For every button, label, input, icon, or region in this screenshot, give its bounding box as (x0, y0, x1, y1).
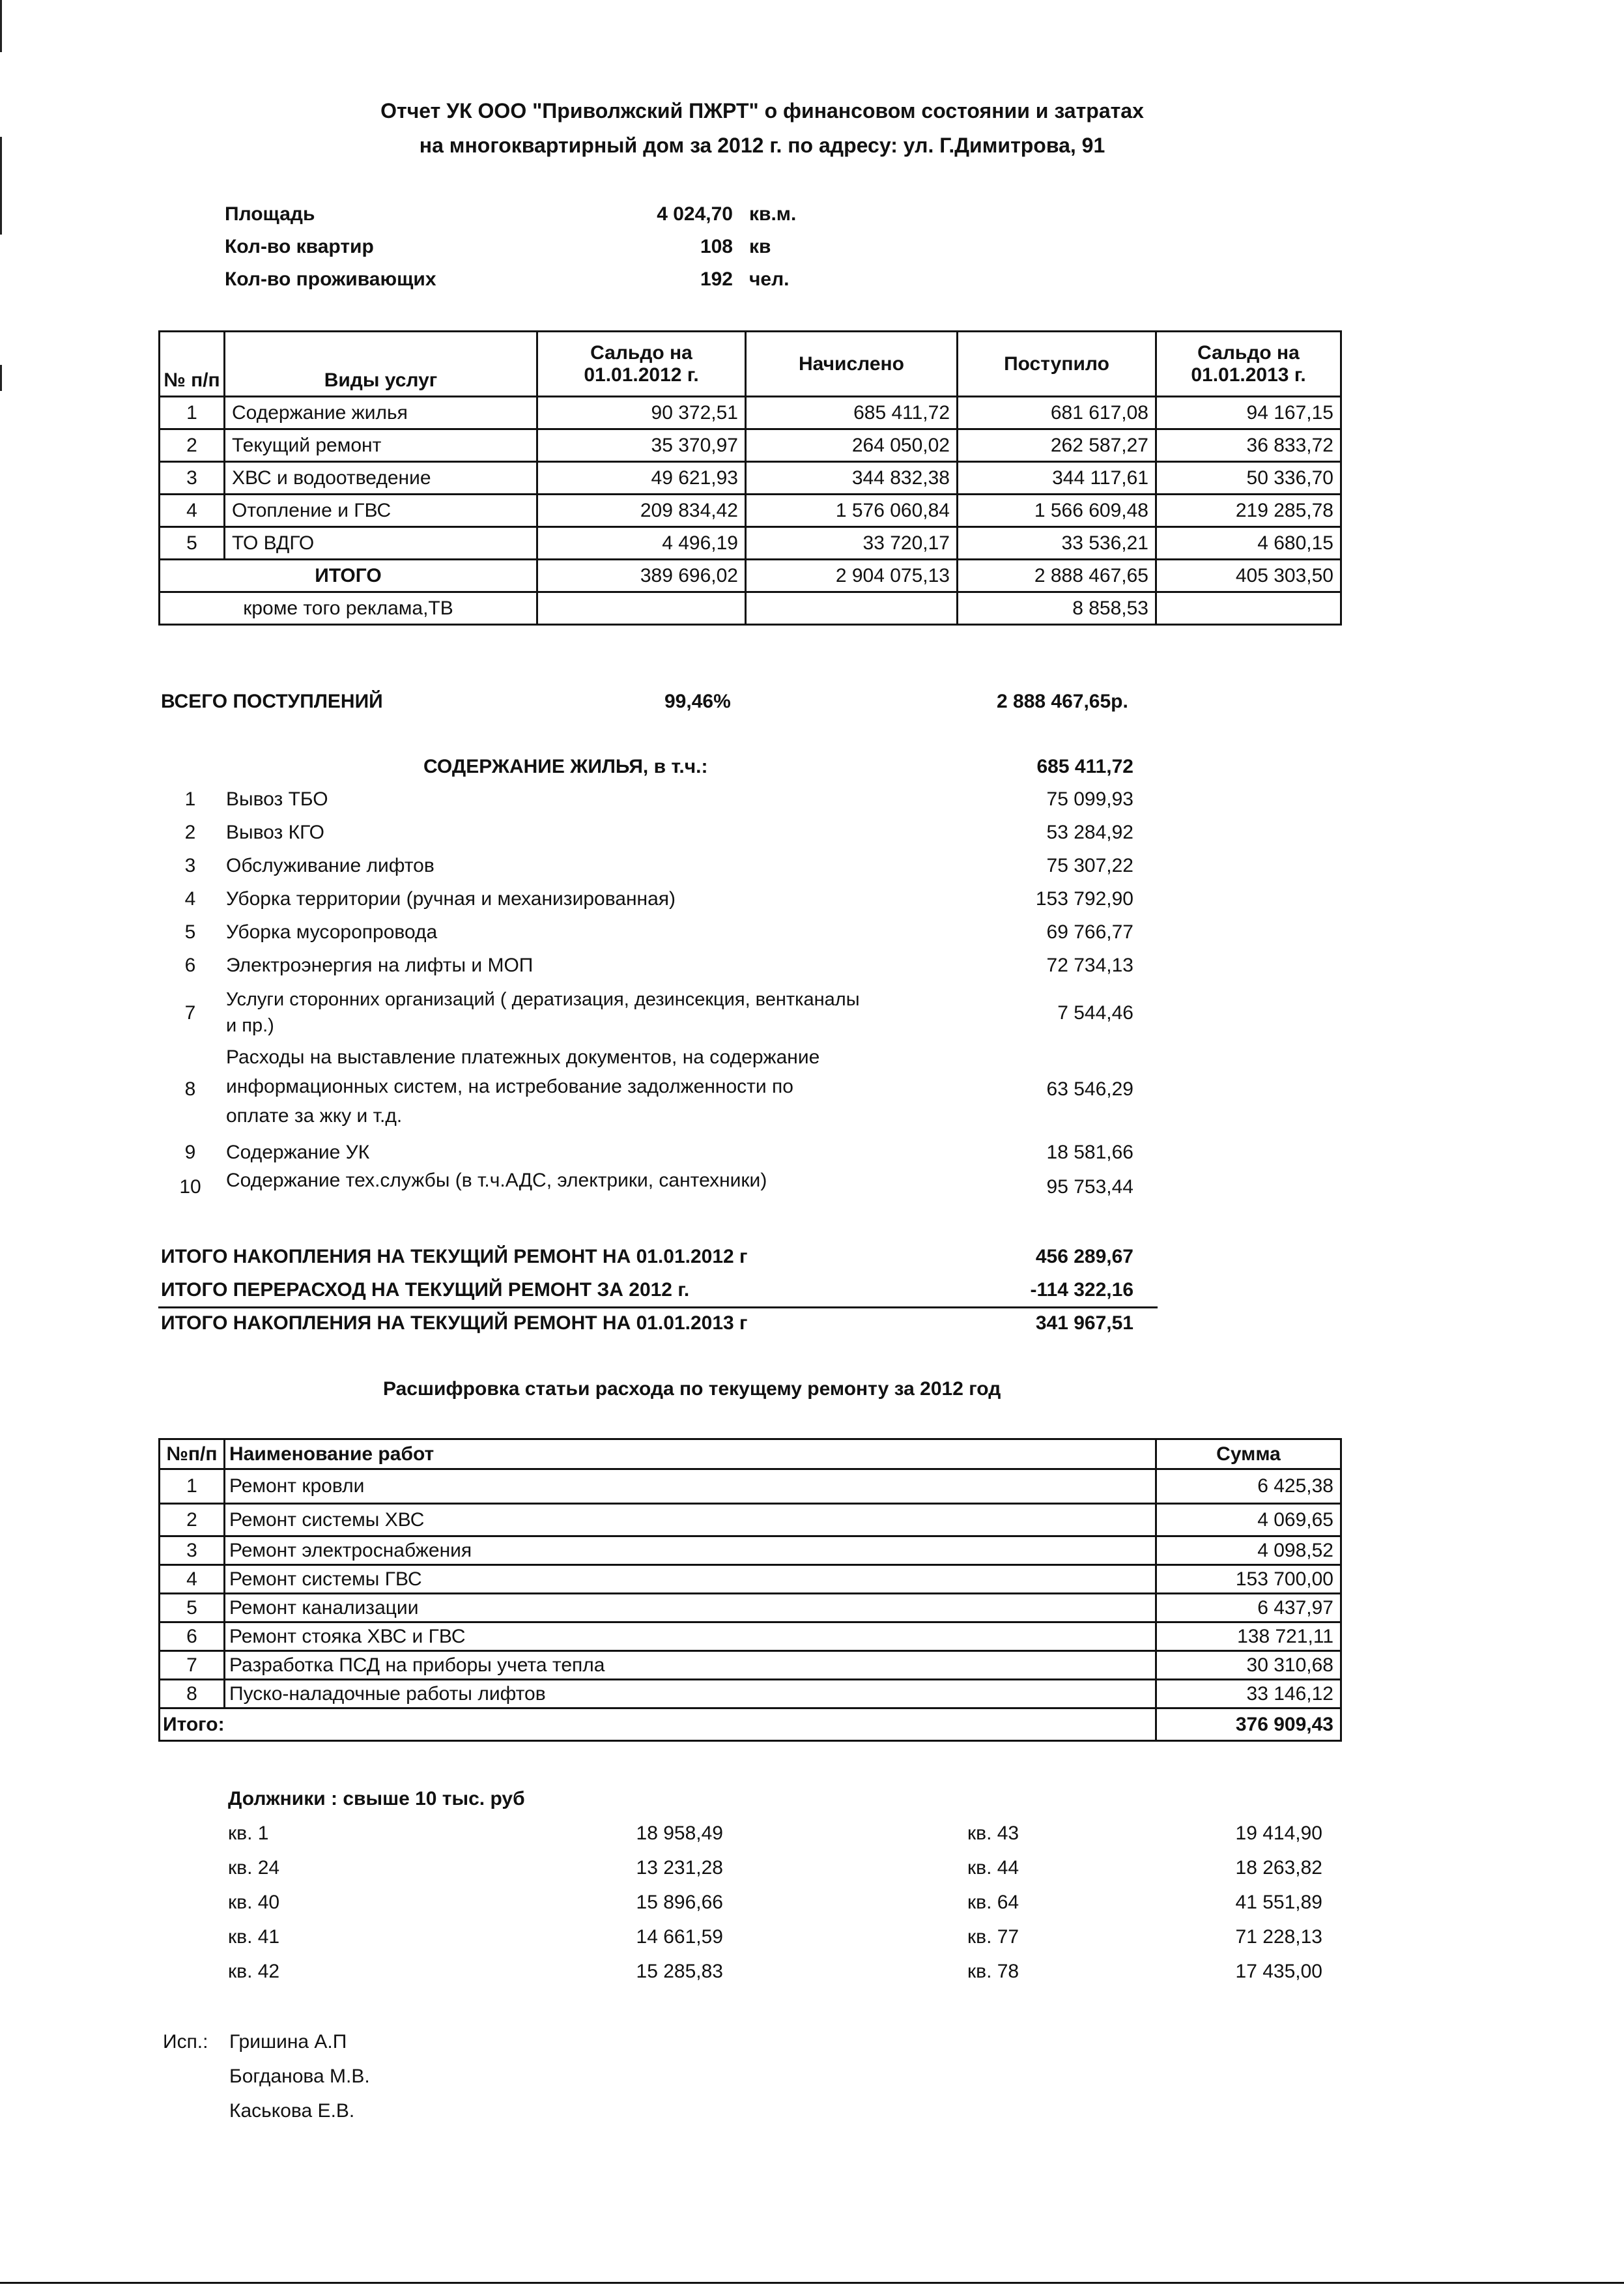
maintenance-item-label: Вывоз ТБО (226, 788, 328, 810)
row-saldo-end: 36 833,72 (1156, 429, 1341, 462)
row-received: 33 536,21 (958, 527, 1156, 560)
report-title-line2: на многоквартирный дом за 2012 г. по адресу: ул. Г.Димитрова, 91 (419, 134, 1105, 157)
table-row (160, 1536, 1341, 1565)
row-num: 8 (160, 1680, 225, 1708)
maintenance-item-amount: 63 546,29 (1046, 1078, 1133, 1100)
header-service: Виды услуг (225, 332, 537, 397)
row-received: 344 117,61 (958, 462, 1156, 495)
header-saldo-start-line1: Сальдо на (590, 341, 692, 364)
maintenance-item-label: Содержание УК (226, 1142, 370, 1163)
debtor-apartment: кв. 1 (228, 1823, 269, 1844)
row-work-name: Разработка ПСД на приборы учета тепла (225, 1651, 1156, 1680)
row-saldo-start: 49 621,93 (537, 462, 746, 495)
row-charged: 33 720,17 (746, 527, 958, 560)
table-row (160, 1504, 1341, 1536)
repair-accum-start-label: ИТОГО НАКОПЛЕНИЯ НА ТЕКУЩИЙ РЕМОНТ НА 01.01.2012 г (161, 1246, 748, 1267)
header-saldo-start (537, 332, 746, 397)
maintenance-item-label: Электроэнергия на лифты и МОП (226, 955, 534, 976)
debtor-amount: 15 285,83 (636, 1961, 723, 1982)
repair-table-title: Расшифровка статьи расхода по текущему ремонту за 2012 год (383, 1378, 1001, 1400)
header-saldo-start-line2: 01.01.2012 г. (584, 364, 699, 386)
row-sum: 6 437,97 (1156, 1594, 1341, 1622)
debtor-apartment: кв. 77 (967, 1926, 1019, 1948)
total-receipts-amount: 2 888 467,65р. (997, 691, 1128, 712)
debtor-apartment: кв. 43 (967, 1823, 1019, 1844)
maintenance-item-amount: 7 544,46 (1057, 1002, 1133, 1024)
maintenance-item-num: 5 (184, 921, 196, 943)
debtor-apartment: кв. 40 (228, 1892, 280, 1913)
table-row (160, 527, 1341, 560)
debtor-amount: 71 228,13 (1235, 1926, 1322, 1948)
services-table-header (160, 332, 1341, 397)
maintenance-item-label-cont: информационных систем, на истребование задолженности по (226, 1076, 793, 1097)
header-sum: Сумма (1156, 1439, 1341, 1469)
table-row (160, 1469, 1341, 1504)
repair-total-row (160, 1708, 1341, 1741)
debtor-apartment: кв. 64 (967, 1892, 1019, 1913)
services-extra-row (160, 592, 1341, 625)
table-row (160, 1594, 1341, 1622)
repair-table (158, 1438, 1342, 1742)
row-work-name: Ремонт системы ГВС (225, 1565, 1156, 1594)
maintenance-item-amount: 75 099,93 (1046, 788, 1133, 810)
info-unit-residents: чел. (749, 268, 790, 290)
total-receipts-label: ВСЕГО ПОСТУПЛЕНИЙ (161, 691, 383, 712)
total-receipts-percent: 99,46% (664, 691, 731, 712)
row-num: 2 (160, 1504, 225, 1536)
row-num: 4 (160, 1565, 225, 1594)
row-charged: 344 832,38 (746, 462, 958, 495)
debtor-amount: 13 231,28 (636, 1857, 723, 1879)
row-work-name: Ремонт кровли (225, 1469, 1156, 1504)
maintenance-item-label: Уборка территории (ручная и механизированная) (226, 888, 676, 910)
header-saldo-end-line2: 01.01.2013 г. (1191, 364, 1306, 386)
executors-label: Исп.: (163, 2031, 208, 2053)
row-sum: 6 425,38 (1156, 1469, 1341, 1504)
debtor-amount: 18 263,82 (1235, 1857, 1322, 1879)
row-sum: 4 069,65 (1156, 1504, 1341, 1536)
maintenance-item-label-cont: и пр.) (226, 1015, 274, 1036)
total-received: 2 888 467,65 (958, 560, 1156, 592)
summary-divider (158, 1306, 1158, 1308)
row-received: 1 566 609,48 (958, 495, 1156, 527)
maintenance-item-amount: 53 284,92 (1046, 822, 1133, 843)
executor-name: Гришина А.П (229, 2031, 347, 2053)
header-num: № п/п (160, 332, 225, 397)
services-total-row (160, 560, 1341, 592)
row-work-name: Ремонт системы ХВС (225, 1504, 1156, 1536)
row-sum: 33 146,12 (1156, 1680, 1341, 1708)
row-received: 262 587,27 (958, 429, 1156, 462)
scan-bottom-edge (0, 2282, 1624, 2284)
repair-accum-end-label: ИТОГО НАКОПЛЕНИЯ НА ТЕКУЩИЙ РЕМОНТ НА 01.01.2013 г (161, 1312, 748, 1334)
row-num: 3 (160, 462, 225, 495)
row-sum: 30 310,68 (1156, 1651, 1341, 1680)
row-num: 5 (160, 1594, 225, 1622)
report-title-line1: Отчет УК ООО "Приволжский ПЖРТ" о финансовом состоянии и затратах (380, 99, 1144, 122)
row-num: 3 (160, 1536, 225, 1565)
table-row (160, 397, 1341, 429)
extra-empty-cell (1156, 592, 1341, 625)
maintenance-item-num: 7 (184, 1002, 196, 1024)
repair-total-label: Итого: (160, 1708, 1156, 1741)
info-unit-apartments: кв (749, 236, 771, 257)
repair-overspend-label: ИТОГО ПЕРЕРАСХОД НА ТЕКУЩИЙ РЕМОНТ ЗА 2012 г. (161, 1279, 690, 1301)
row-charged: 685 411,72 (746, 397, 958, 429)
debtors-title: Должники : свыше 10 тыс. руб (228, 1788, 525, 1809)
maintenance-item-label: Содержание тех.службы (в т.ч.АДС, электрики, сантехники) (226, 1170, 767, 1191)
maintenance-item-label: Обслуживание лифтов (226, 855, 434, 876)
row-saldo-end: 219 285,78 (1156, 495, 1341, 527)
repair-table-header (160, 1439, 1341, 1469)
header-received: Поступило (958, 332, 1156, 397)
debtor-apartment: кв. 42 (228, 1961, 280, 1982)
row-saldo-start: 4 496,19 (537, 527, 746, 560)
table-row (160, 429, 1341, 462)
table-row (160, 1622, 1341, 1651)
debtor-amount: 15 896,66 (636, 1892, 723, 1913)
row-num: 1 (160, 397, 225, 429)
repair-accum-end-amount: 341 967,51 (1035, 1312, 1133, 1334)
maintenance-item-num: 2 (184, 822, 196, 843)
row-num: 4 (160, 495, 225, 527)
repair-total-sum: 376 909,43 (1156, 1708, 1341, 1741)
header-saldo-end (1156, 332, 1341, 397)
row-service: ТО ВДГО (225, 527, 537, 560)
repair-accum-start-amount: 456 289,67 (1035, 1246, 1133, 1267)
table-row (160, 1651, 1341, 1680)
row-work-name: Ремонт канализации (225, 1594, 1156, 1622)
total-charged: 2 904 075,13 (746, 560, 958, 592)
debtor-amount: 41 551,89 (1235, 1892, 1322, 1913)
info-label-residents: Кол-во проживающих (225, 268, 436, 290)
info-unit-area: кв.м. (749, 203, 797, 225)
table-row (160, 462, 1341, 495)
maintenance-item-amount: 153 792,90 (1035, 888, 1133, 910)
maintenance-item-label: Уборка мусоропровода (226, 921, 438, 943)
row-service: Отопление и ГВС (225, 495, 537, 527)
row-num: 5 (160, 527, 225, 560)
extra-empty-cell (537, 592, 746, 625)
row-saldo-start: 35 370,97 (537, 429, 746, 462)
row-charged: 1 576 060,84 (746, 495, 958, 527)
row-work-name: Ремонт стояка ХВС и ГВС (225, 1622, 1156, 1651)
maintenance-item-num: 3 (184, 855, 196, 876)
total-saldo-end: 405 303,50 (1156, 560, 1341, 592)
maintenance-item-num: 4 (184, 888, 196, 910)
debtor-amount: 14 661,59 (636, 1926, 723, 1948)
info-value-apartments: 108 (700, 236, 733, 257)
maintenance-item-amount: 18 581,66 (1046, 1142, 1133, 1163)
row-sum: 153 700,00 (1156, 1565, 1341, 1594)
row-saldo-start: 209 834,42 (537, 495, 746, 527)
repair-overspend-amount: -114 322,16 (1030, 1279, 1133, 1301)
table-row (160, 495, 1341, 527)
row-saldo-end: 94 167,15 (1156, 397, 1341, 429)
services-table (158, 330, 1342, 626)
row-saldo-end: 50 336,70 (1156, 462, 1341, 495)
debtor-apartment: кв. 24 (228, 1857, 280, 1879)
row-saldo-end: 4 680,15 (1156, 527, 1341, 560)
row-service: Содержание жилья (225, 397, 537, 429)
debtor-amount: 17 435,00 (1235, 1961, 1322, 1982)
row-num: 1 (160, 1469, 225, 1504)
maintenance-item-num: 1 (184, 788, 196, 810)
scan-edge-mark (0, 0, 2, 52)
row-sum: 4 098,52 (1156, 1536, 1341, 1565)
scan-edge-mark (0, 365, 2, 391)
info-value-residents: 192 (700, 268, 733, 290)
maintenance-item-num: 9 (184, 1142, 196, 1163)
total-saldo-start: 389 696,02 (537, 560, 746, 592)
row-num: 7 (160, 1651, 225, 1680)
maintenance-item-amount: 69 766,77 (1046, 921, 1133, 943)
debtor-amount: 18 958,49 (636, 1823, 723, 1844)
executor-name: Каськова Е.В. (229, 2100, 355, 2122)
maintenance-item-num: 8 (184, 1078, 196, 1100)
maintenance-title: СОДЕРЖАНИЕ ЖИЛЬЯ, в т.ч.: (423, 756, 708, 777)
extra-received: 8 858,53 (958, 592, 1156, 625)
total-label: ИТОГО (160, 560, 537, 592)
table-row (160, 1680, 1341, 1708)
executor-name: Богданова М.В. (229, 2066, 370, 2087)
row-sum: 138 721,11 (1156, 1622, 1341, 1651)
row-work-name: Ремонт электроснабжения (225, 1536, 1156, 1565)
debtor-apartment: кв. 78 (967, 1961, 1019, 1982)
maintenance-item-num: 6 (184, 955, 196, 976)
header-num: №п/п (160, 1439, 225, 1469)
maintenance-item-amount: 95 753,44 (1046, 1176, 1133, 1198)
maintenance-item-label: Вывоз КГО (226, 822, 324, 843)
maintenance-item-amount: 72 734,13 (1046, 955, 1133, 976)
table-row (160, 1565, 1341, 1594)
header-charged: Начислено (746, 332, 958, 397)
extra-label: кроме того реклама,ТВ (160, 592, 537, 625)
info-label-area: Площадь (225, 203, 315, 225)
header-work-name: Наименование работ (225, 1439, 1156, 1469)
row-service: ХВС и водоотведение (225, 462, 537, 495)
maintenance-total: 685 411,72 (1036, 756, 1133, 777)
row-num: 2 (160, 429, 225, 462)
maintenance-item-num: 10 (179, 1176, 201, 1198)
row-charged: 264 050,02 (746, 429, 958, 462)
debtor-apartment: кв. 44 (967, 1857, 1019, 1879)
header-saldo-end-line1: Сальдо на (1197, 341, 1300, 364)
info-label-apartments: Кол-во квартир (225, 236, 374, 257)
debtor-apartment: кв. 41 (228, 1926, 280, 1948)
extra-empty-cell (746, 592, 958, 625)
maintenance-item-label-cont: оплате за жку и т.д. (226, 1105, 403, 1127)
debtor-amount: 19 414,90 (1235, 1823, 1322, 1844)
row-service: Текущий ремонт (225, 429, 537, 462)
row-received: 681 617,08 (958, 397, 1156, 429)
info-value-area: 4 024,70 (657, 203, 733, 225)
row-work-name: Пуско-наладочные работы лифтов (225, 1680, 1156, 1708)
row-saldo-start: 90 372,51 (537, 397, 746, 429)
maintenance-item-amount: 75 307,22 (1046, 855, 1133, 876)
maintenance-item-label: Расходы на выставление платежных документов, на содержание (226, 1046, 820, 1068)
row-num: 6 (160, 1622, 225, 1651)
maintenance-item-label: Услуги сторонних организаций ( дератизация, дезинсекция, вентканалы (226, 989, 860, 1010)
